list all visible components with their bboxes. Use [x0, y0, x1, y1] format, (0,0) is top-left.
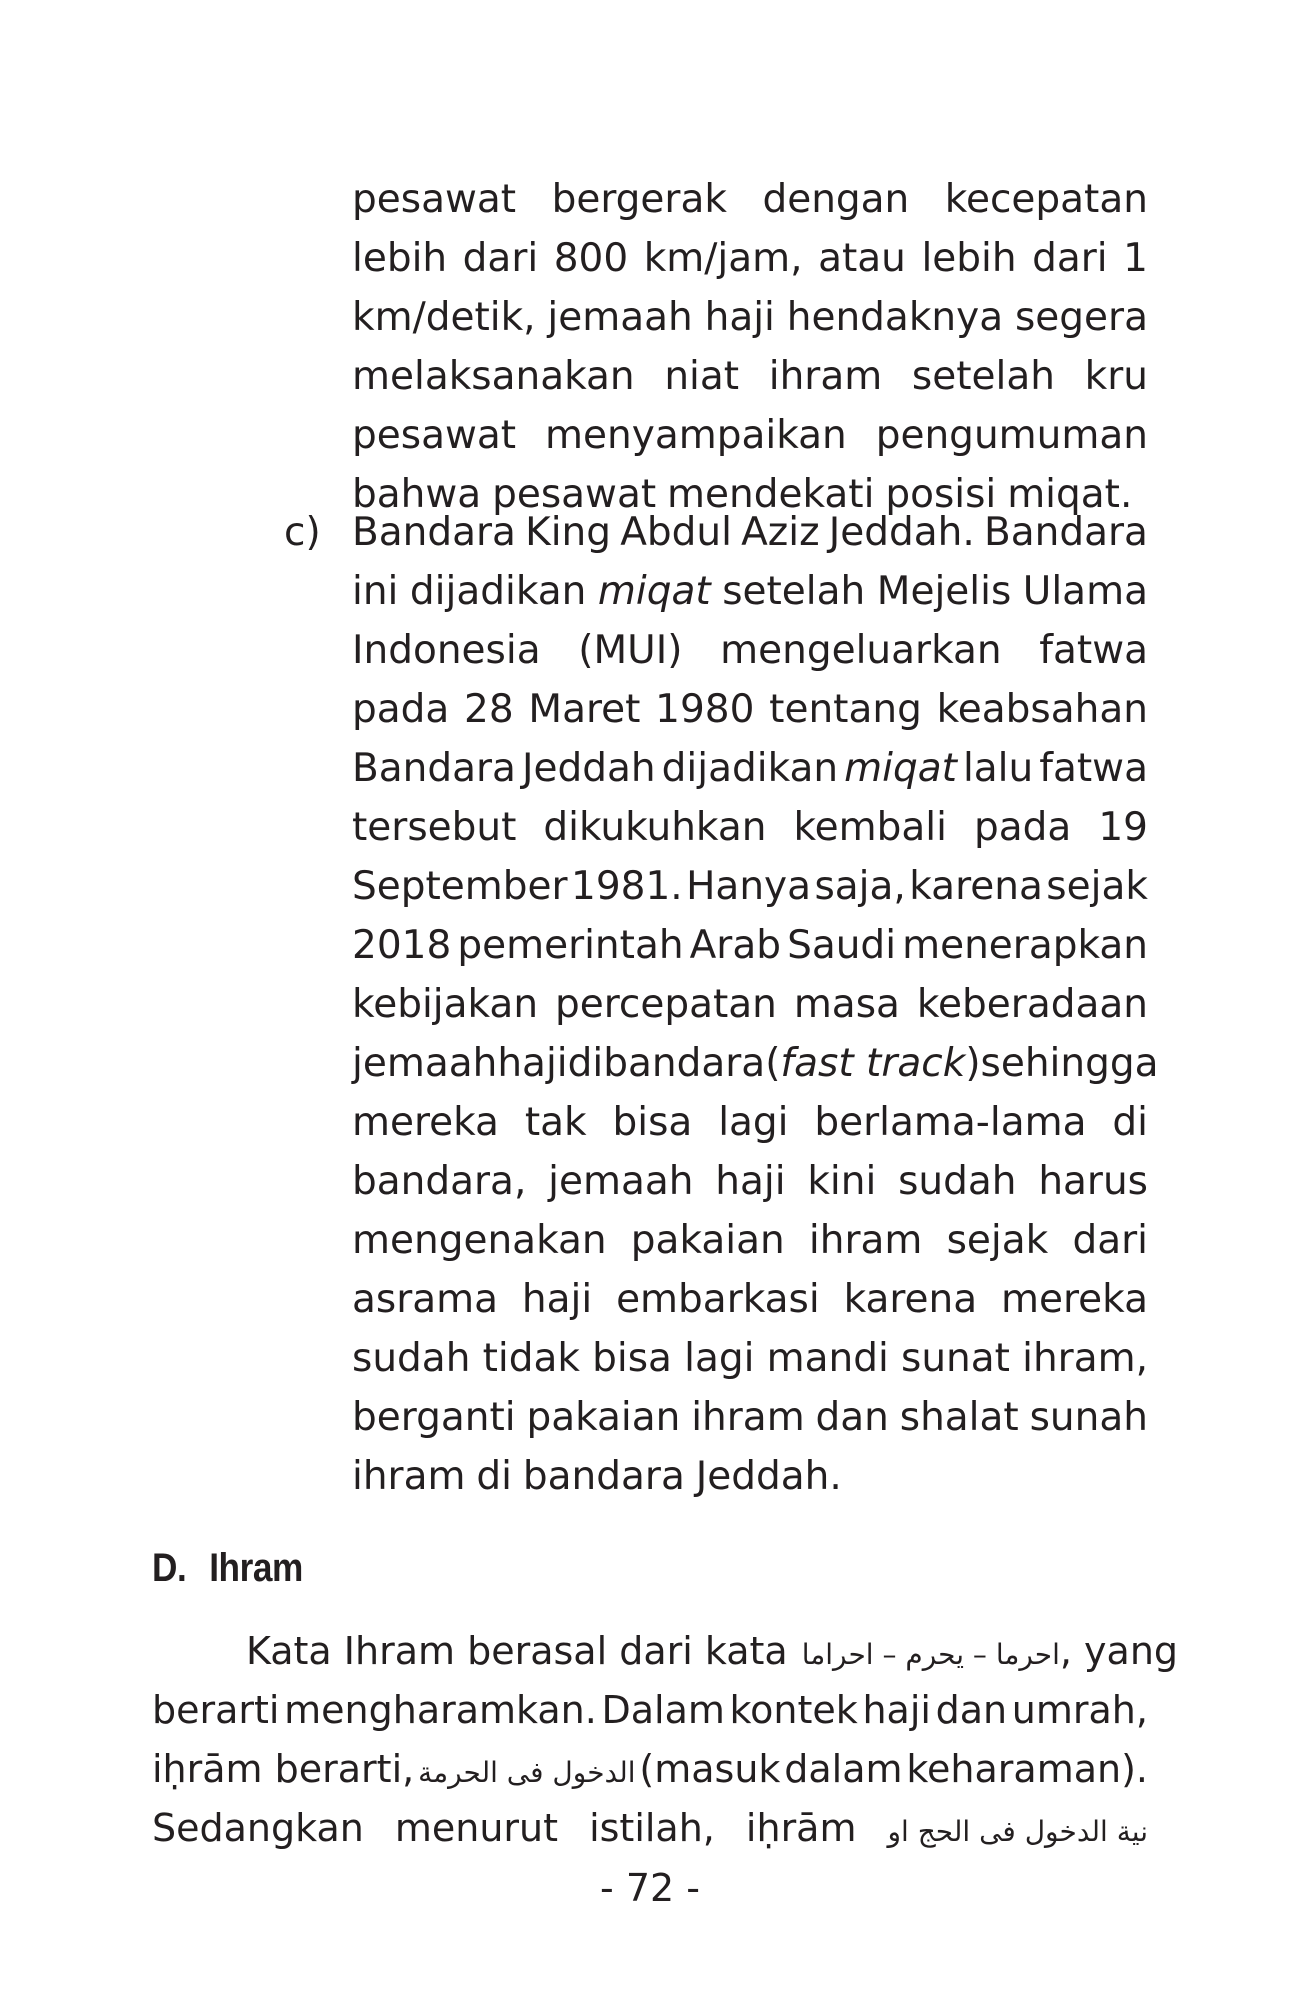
text-line	[352, 229, 1148, 288]
word: kebijakan	[352, 982, 539, 1027]
word: mengenakan	[352, 1218, 607, 1263]
word: lalu	[962, 746, 1034, 791]
word: bandara,	[352, 1159, 527, 1204]
word: embarkasi	[616, 1277, 820, 1322]
list-item-label: c)	[284, 510, 321, 555]
text-line	[352, 1388, 1148, 1447]
word: 1981.	[571, 864, 683, 909]
word: pada	[974, 805, 1072, 850]
word: pesawat	[352, 413, 517, 458]
word: dan	[935, 1688, 1008, 1732]
word: tidak	[482, 1336, 580, 1381]
word: ihram	[352, 1454, 466, 1499]
word: bahwa	[352, 472, 482, 517]
word: keberadaan	[916, 982, 1148, 1027]
text-line	[352, 739, 1148, 798]
list-item-c	[352, 503, 1159, 1506]
section-number: D.	[152, 1546, 187, 1590]
word: 800	[553, 236, 629, 281]
word: Aziz	[741, 510, 820, 555]
word: karena	[909, 864, 1043, 909]
word: jemaah	[547, 295, 693, 340]
text-span: (masuk	[639, 1747, 781, 1791]
text-line	[352, 347, 1148, 406]
word: Bandara	[352, 510, 516, 555]
word: tentang	[769, 687, 922, 732]
word: kru	[1084, 354, 1148, 399]
word: Abdul	[620, 510, 732, 555]
word: fatwa	[1039, 746, 1148, 791]
word: mendekati	[667, 472, 875, 517]
text-line	[352, 406, 1148, 465]
text-line	[352, 1093, 1148, 1152]
arabic-text: نية الدخول فى الحج او	[887, 1815, 1148, 1848]
paragraph-line	[152, 1740, 1148, 1799]
word: hendaknya	[786, 295, 1004, 340]
word: segera	[1014, 295, 1148, 340]
word: mereka	[1001, 1277, 1148, 1322]
word: 28	[464, 687, 514, 732]
paragraph-line	[152, 1681, 1148, 1740]
word: Ulama	[1022, 569, 1148, 614]
word: haji	[521, 1277, 593, 1322]
word: lebih	[352, 236, 448, 281]
word: miqat	[844, 746, 957, 791]
word: Dalam	[601, 1688, 725, 1732]
word: fatwa	[1039, 628, 1148, 673]
word: setelah	[911, 354, 1055, 399]
word: berlama-lama	[814, 1100, 1087, 1145]
word: lagi	[718, 1100, 789, 1145]
word: lagi	[684, 1336, 755, 1381]
word: (fast track)	[765, 1041, 981, 1086]
text-line	[352, 798, 1148, 857]
word: dijadikan	[661, 746, 839, 791]
word: kini	[807, 1159, 877, 1204]
text-line	[352, 1211, 1148, 1270]
word: sehingga	[980, 1041, 1159, 1086]
word: menerapkan	[902, 923, 1148, 968]
word: karena	[843, 1277, 978, 1322]
text-span: Kata Ihram berasal dari kata	[246, 1629, 788, 1673]
word: niat	[664, 354, 740, 399]
word: di	[1112, 1100, 1148, 1145]
text-line	[352, 288, 1148, 347]
word: keabsahan	[936, 687, 1148, 732]
text-line	[352, 503, 1148, 562]
text-span: menurut	[394, 1806, 559, 1850]
text-line	[352, 916, 1148, 975]
word: dari	[462, 236, 539, 281]
word: dari	[1032, 236, 1108, 281]
word: pesawat	[492, 472, 657, 517]
word: mengeluarkan	[720, 628, 1002, 673]
word: Jeddah	[522, 746, 656, 791]
word: bandara	[603, 1041, 766, 1086]
word: harus	[1038, 1159, 1148, 1204]
section-title: Ihram	[209, 1546, 303, 1590]
word: jemaah	[352, 1041, 498, 1086]
word: pemerintah	[457, 923, 684, 968]
text-line	[352, 1152, 1148, 1211]
word: haji	[497, 1041, 568, 1086]
word: masa	[793, 982, 900, 1027]
text-line	[352, 562, 1148, 621]
word: bisa	[592, 1336, 672, 1381]
word: pesawat	[352, 177, 517, 222]
text-line	[352, 621, 1148, 680]
word: Bandara	[352, 746, 516, 791]
word: dari	[1072, 1218, 1148, 1263]
text-line	[352, 1034, 1159, 1093]
text-span: istilah,	[589, 1806, 715, 1850]
word: pengumuman	[875, 413, 1148, 458]
text-line	[352, 170, 1148, 229]
word: lebih	[921, 236, 1017, 281]
text-span: , yang	[1059, 1629, 1179, 1673]
word: kontek	[729, 1688, 858, 1732]
page-number: - 72 -	[600, 1866, 700, 1910]
text-span: dalam	[784, 1747, 903, 1791]
word: King	[525, 510, 612, 555]
paragraph-line	[152, 1799, 1148, 1858]
word: mandi	[766, 1336, 889, 1381]
word: Hanya	[686, 864, 812, 909]
word: dikukuhkan	[543, 805, 767, 850]
word: pakaian	[526, 1395, 681, 1440]
word: melaksanakan	[352, 354, 635, 399]
word: di	[567, 1041, 604, 1086]
continued-list-item	[352, 170, 1148, 524]
word: umrah,	[1011, 1688, 1148, 1732]
text-span: iḥrām	[745, 1806, 857, 1850]
word: Bandara	[983, 510, 1148, 555]
word: 1980	[655, 687, 755, 732]
word: asrama	[352, 1277, 499, 1322]
word: kembali	[793, 805, 947, 850]
word: berganti	[352, 1395, 516, 1440]
word: sunah	[1029, 1395, 1148, 1440]
word: bergerak	[551, 177, 727, 222]
word: tak	[524, 1100, 587, 1145]
word: dijadikan	[409, 569, 587, 614]
text-span: keharaman).	[906, 1747, 1148, 1791]
word: dan	[815, 1395, 889, 1440]
word: haji	[715, 1159, 786, 1204]
word: kecepatan	[944, 177, 1148, 222]
word: atau	[818, 236, 906, 281]
text-line	[352, 680, 1148, 739]
word: menyampaikan	[545, 413, 847, 458]
word: (MUI)	[578, 628, 683, 673]
word: ini	[352, 569, 399, 614]
text-line	[352, 975, 1148, 1034]
word: percepatan	[554, 982, 777, 1027]
word: Indonesia	[352, 628, 541, 673]
word: sejak	[1046, 864, 1148, 909]
word: ihram	[768, 354, 883, 399]
arabic-text: احرما – يحرم – احراما	[801, 1638, 1060, 1671]
word: Jeddah.	[828, 510, 975, 555]
word: September	[352, 864, 568, 909]
word: haji	[862, 1688, 931, 1732]
word: 2018	[352, 923, 452, 968]
word: tersebut	[352, 805, 517, 850]
text-span: iḥrām berarti,	[152, 1747, 415, 1791]
word: pada	[352, 687, 450, 732]
word: shalat	[899, 1395, 1019, 1440]
word: berarti	[152, 1688, 280, 1732]
word: ihram	[808, 1218, 923, 1263]
word: haji	[704, 295, 775, 340]
word: km/jam,	[643, 236, 803, 281]
word: jemaah	[548, 1159, 694, 1204]
word: pakaian	[630, 1218, 785, 1263]
word: di	[476, 1454, 512, 1499]
word: 19	[1098, 805, 1148, 850]
word: sudah	[898, 1159, 1017, 1204]
word: ihram,	[1022, 1336, 1148, 1381]
word: sejak	[946, 1218, 1049, 1263]
word: dengan	[762, 177, 910, 222]
text-line	[352, 857, 1148, 916]
word: 1	[1123, 236, 1148, 281]
word: bisa	[612, 1100, 693, 1145]
word: bandara	[522, 1454, 685, 1499]
word: saja,	[814, 864, 906, 909]
section-heading	[152, 1538, 303, 1598]
text-line	[352, 1329, 1148, 1388]
word: miqat	[597, 569, 711, 614]
word: Jeddah.	[695, 1454, 842, 1499]
word: km/detik,	[352, 295, 536, 340]
word: mengharamkan.	[284, 1688, 597, 1732]
word: miqat.	[1007, 472, 1133, 517]
body-paragraph	[152, 1622, 1179, 1858]
word: Arab	[689, 923, 781, 968]
text-line	[352, 1447, 1148, 1506]
word: mereka	[352, 1100, 499, 1145]
text-span: Sedangkan	[152, 1806, 364, 1850]
arabic-text: الدخول فى الحرمة	[418, 1756, 636, 1789]
word: ihram	[691, 1395, 805, 1440]
word: Maret	[528, 687, 641, 732]
word: posisi	[885, 472, 997, 517]
text-line	[352, 1270, 1148, 1329]
word: setelah	[722, 569, 866, 614]
word: Saudi	[787, 923, 897, 968]
paragraph-line	[152, 1622, 1179, 1681]
word: Mejelis	[876, 569, 1012, 614]
word: sunat	[901, 1336, 1010, 1381]
word: sudah	[352, 1336, 471, 1381]
